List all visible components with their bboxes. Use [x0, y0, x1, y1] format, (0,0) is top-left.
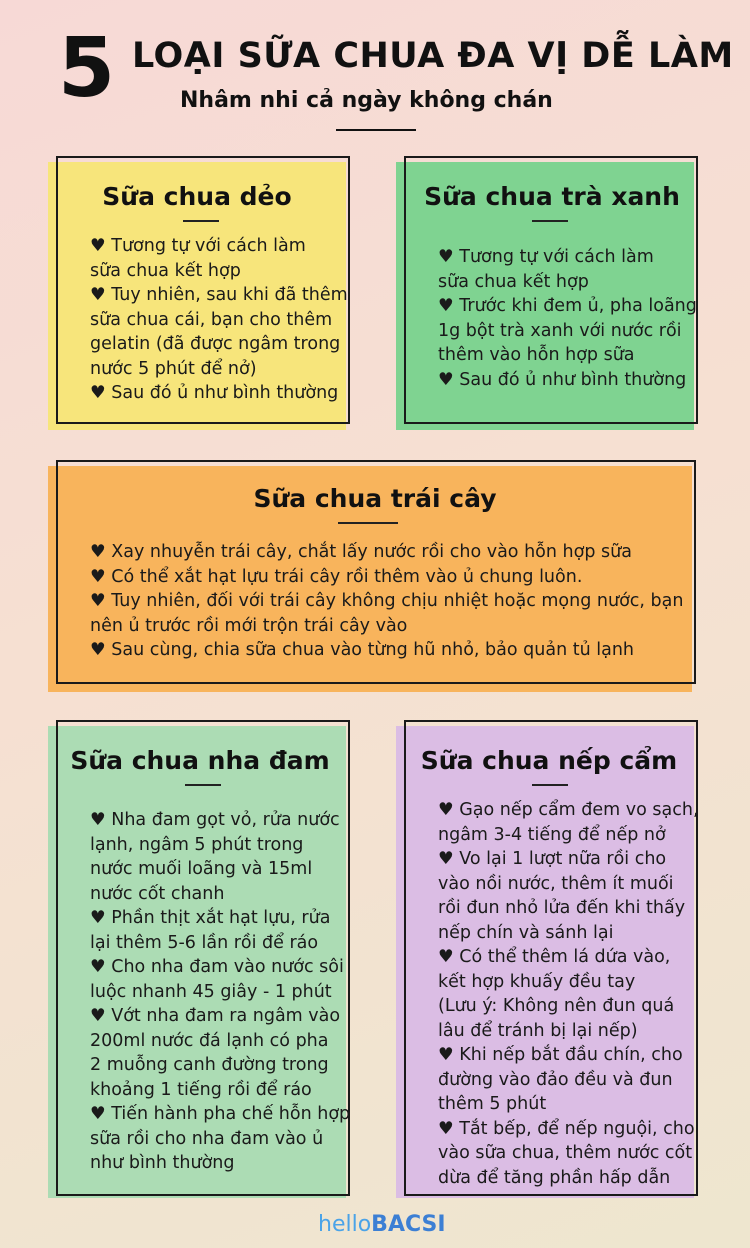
list-item: ♥ Tiến hành pha chế hỗn hợp	[90, 1104, 351, 1124]
list-item: ♥ Có thể xắt hạt lựu trái cây rồi thêm vào ủ chung luôn.	[90, 566, 583, 587]
list-item: ♥ Sau đó ủ như bình thường	[438, 369, 687, 390]
title-divider	[532, 220, 568, 222]
page-title: LOẠI SỮA CHUA ĐA VỊ DỄ LÀM	[132, 36, 734, 76]
list-item: 1g bột trà xanh với nước rồi	[438, 320, 682, 341]
list-item: thêm vào hỗn hợp sữa	[438, 345, 635, 365]
card-title: Sữa chua trà xanh	[424, 182, 680, 211]
title-divider	[338, 522, 398, 524]
list-item: (Lưu ý: Không nên đun quá	[438, 996, 675, 1016]
list-item: luộc nhanh 45 giây - 1 phút	[90, 981, 332, 1002]
title-divider	[532, 784, 568, 786]
list-item: dừa để tăng phần hấp dẫn	[438, 1167, 671, 1188]
list-item: nước cốt chanh	[90, 883, 225, 904]
header-divider	[336, 129, 416, 131]
list-item: thêm 5 phút	[438, 1094, 547, 1114]
list-item: lâu để tránh bị lại nếp)	[438, 1020, 638, 1041]
header	[0, 0, 750, 140]
card-sua-chua-nep-cam	[396, 726, 699, 1198]
list-item: lạnh, ngâm 5 phút trong	[90, 834, 304, 855]
list-item: ♥ Cho nha đam vào nước sôi	[90, 957, 344, 977]
card-title: Sữa chua nha đam	[70, 746, 330, 775]
list-item: khoảng 1 tiếng rồi để ráo	[90, 1079, 312, 1100]
card-list	[72, 808, 350, 1176]
page-subtitle: Nhâm nhi cả ngày không chán	[180, 88, 553, 113]
card-title: Sữa chua nếp cẩm	[420, 746, 678, 775]
card-title: Sữa chua trái cây	[253, 484, 497, 513]
card-list	[420, 798, 699, 1190]
list-item: nước 5 phút để nở)	[90, 358, 257, 379]
hellobacsi-logo	[318, 1212, 446, 1237]
logo-bacsi-text: BACSI	[371, 1212, 446, 1237]
list-item: ♥ Tương tự với cách làm	[438, 247, 654, 267]
list-item: sữa chua cái, bạn cho thêm	[90, 309, 333, 330]
list-item: như bình thường	[90, 1153, 235, 1173]
card-list	[420, 245, 697, 392]
title-number: 5	[58, 21, 116, 116]
list-item: vào sữa chua, thêm nước cốt	[438, 1143, 693, 1163]
list-item: ♥ Nha đam gọt vỏ, rửa nước	[90, 810, 340, 830]
list-item: 2 muỗng canh đường trong	[90, 1055, 329, 1075]
list-item: ♥ Tương tự với cách làm	[90, 236, 306, 256]
list-item: ♥ Có thể thêm lá dứa vào,	[438, 947, 671, 967]
card-list	[72, 540, 683, 663]
list-item: ♥ Vo lại 1 lượt nữa rồi cho	[438, 849, 667, 869]
list-item: sữa chua kết hợp	[438, 271, 589, 292]
list-item: vào nồi nước, thêm ít muối	[438, 873, 674, 894]
list-item: nước muối loãng và 15ml	[90, 859, 313, 879]
title-divider	[185, 784, 221, 786]
list-item: kết hợp khuấy đều tay	[438, 971, 636, 992]
title-divider	[183, 220, 219, 222]
list-item: ♥ Vớt nha đam ra ngâm vào	[90, 1006, 341, 1026]
list-item: ♥ Gạo nếp cẩm đem vo sạch,	[438, 800, 699, 820]
card-sua-chua-tra-xanh	[396, 162, 697, 430]
list-item: ♥ Trước khi đem ủ, pha loãng	[438, 296, 697, 316]
logo-hello-text: hello	[318, 1212, 372, 1237]
list-item: đường vào đảo đều và đun	[438, 1069, 673, 1090]
list-item: 200ml nước đá lạnh có pha	[90, 1030, 329, 1051]
list-item: ♥ Phần thịt xắt hạt lựu, rửa	[90, 908, 331, 928]
card-sua-chua-deo	[48, 162, 346, 430]
list-item: ngâm 3-4 tiếng để nếp nở	[438, 824, 666, 845]
card-list	[72, 234, 348, 406]
card-sua-chua-nha-dam	[48, 726, 351, 1198]
list-item: nếp chín và sánh lại	[438, 922, 614, 943]
list-item: sữa rồi cho nha đam vào ủ	[90, 1128, 324, 1149]
list-item: nên ủ trước rồi mới trộn trái cây vào	[90, 615, 408, 636]
list-item: ♥ Sau cùng, chia sữa chua vào từng hũ nhỏ, bảo quản tủ lạnh	[90, 640, 635, 660]
list-item: rồi đun nhỏ lửa đến khi thấy	[438, 898, 686, 918]
card-title: Sữa chua dẻo	[102, 182, 292, 211]
list-item: ♥ Xay nhuyễn trái cây, chắt lấy nước rồi cho vào hỗn hợp sữa	[90, 542, 632, 562]
card-sua-chua-trai-cay	[48, 466, 692, 692]
list-item: ♥ Khi nếp bắt đầu chín, cho	[438, 1045, 683, 1065]
list-item: lại thêm 5-6 lần rồi để ráo	[90, 932, 319, 953]
list-item: ♥ Tuy nhiên, đối với trái cây không chịu nhiệt hoặc mọng nước, bạn	[90, 591, 684, 611]
list-item: gelatin (đã được ngâm trong	[90, 334, 341, 354]
list-item: ♥ Sau đó ủ như bình thường	[90, 383, 339, 403]
list-item: ♥ Tuy nhiên, sau khi đã thêm	[90, 285, 348, 305]
list-item: sữa chua kết hợp	[90, 260, 241, 281]
list-item: ♥ Tắt bếp, để nếp nguội, cho	[438, 1118, 695, 1139]
